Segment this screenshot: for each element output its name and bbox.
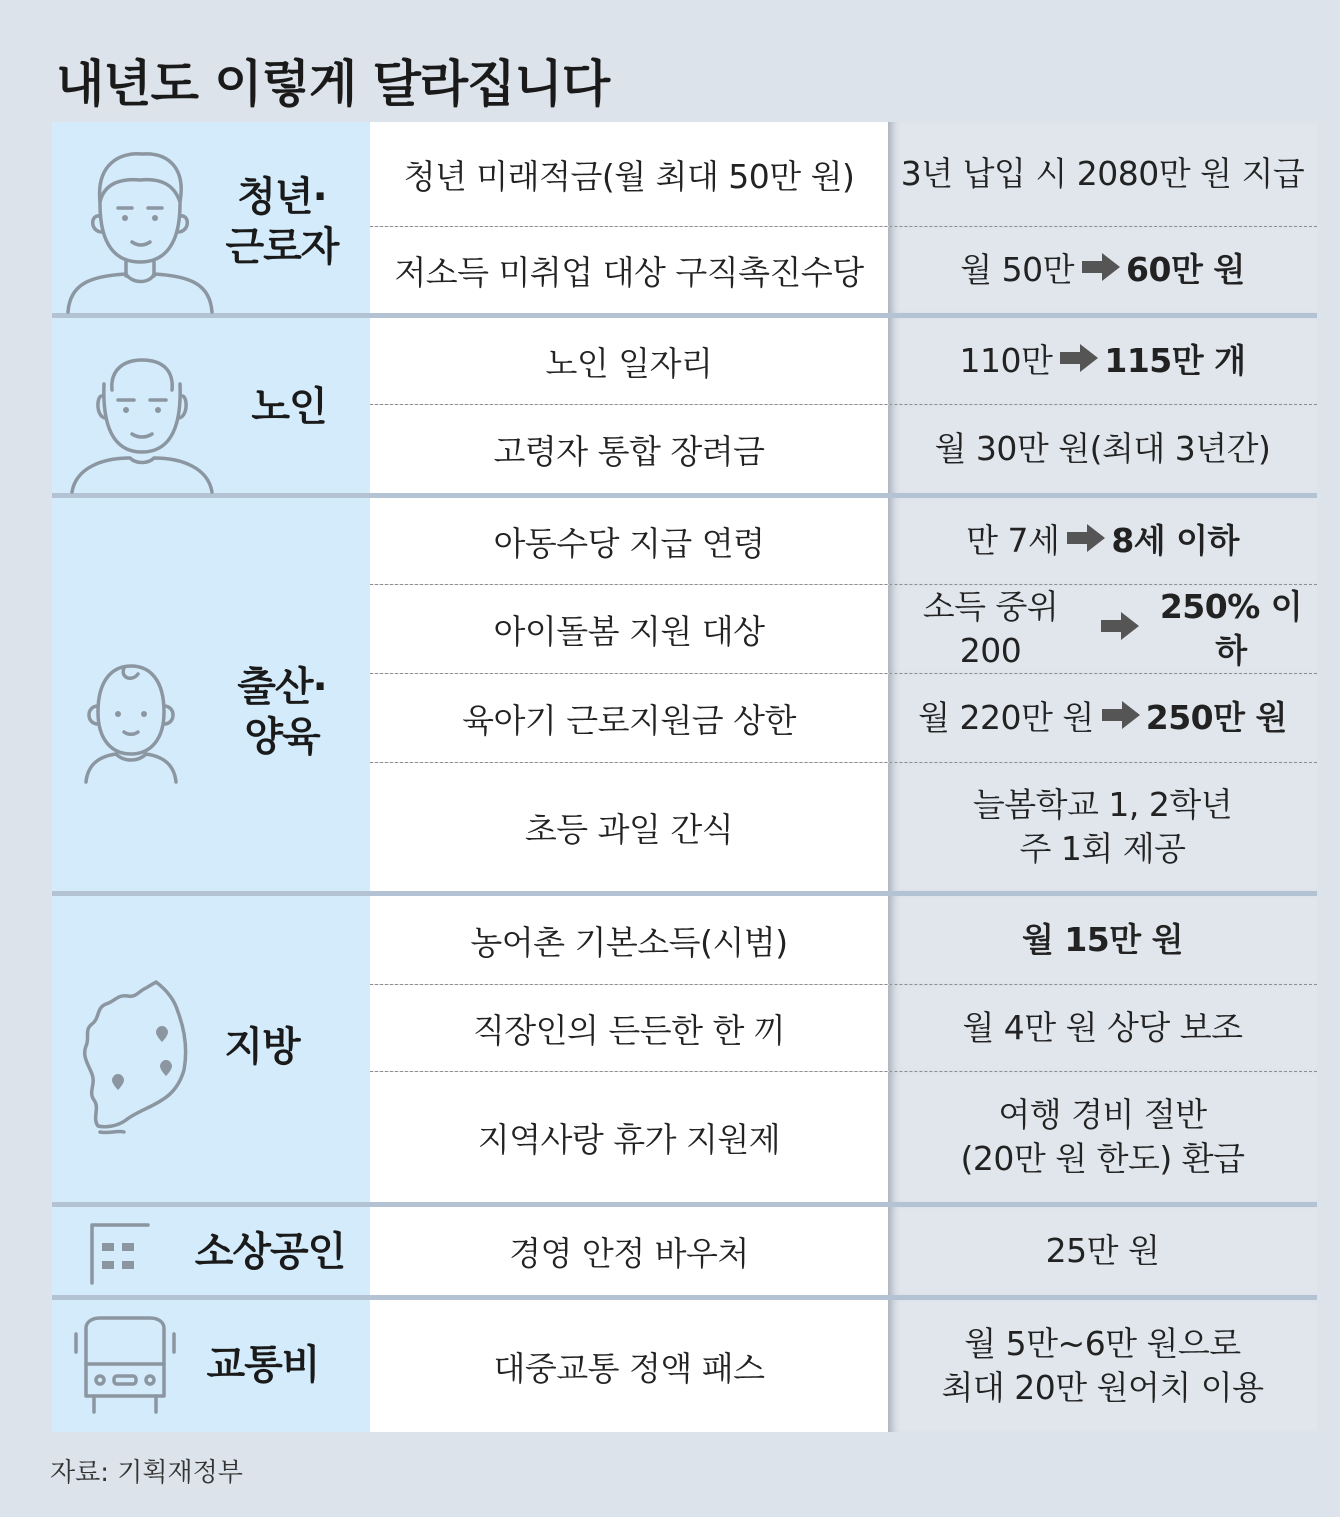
program-name: 청년 미래적금(월 최대 50만 원) [370,122,888,226]
baby-icon [76,658,186,788]
category-label: 지방 [224,1024,300,1070]
korea-map-icon [78,976,198,1136]
table-row [370,1072,1317,1202]
program-value: 월 50만 60만 원 [888,227,1317,313]
group-elderly [52,318,1317,498]
program-name: 노인 일자리 [370,318,888,404]
program-name: 대중교통 정액 패스 [370,1300,888,1432]
table-row [370,1300,1317,1432]
table-row [370,1207,1317,1295]
program-name: 초등 과일 간식 [370,763,888,891]
program-value: 3년 납입 시 2080만 원 지급 [888,122,1317,226]
table-row [370,318,1317,405]
category-cell [52,1207,370,1295]
program-name: 아이돌봄 지원 대상 [370,585,888,673]
category-label: 소상공인 [194,1229,346,1275]
building-icon [88,1221,152,1285]
table-row [370,122,1317,227]
category-label: 출산· 양육 [237,664,327,760]
program-name: 고령자 통합 장려금 [370,405,888,493]
arrow-right-icon [1082,248,1120,292]
table-row [370,585,1317,674]
program-name: 지역사랑 휴가 지원제 [370,1072,888,1202]
arrow-right-icon [1102,696,1140,740]
table-row [370,674,1317,763]
table-row [370,763,1317,891]
program-name: 농어촌 기본소득(시범) [370,896,888,984]
arrow-right-icon [1060,339,1098,383]
program-value: 25만 원 [888,1207,1317,1295]
table-row [370,405,1317,493]
arrow-right-icon [1101,607,1139,651]
category-label: 교통비 [206,1342,320,1388]
source-note: 자료: 기획재정부 [50,1458,243,1488]
table-row [370,498,1317,585]
category-label: 노인 [251,384,327,430]
group-childbirth-parenting [52,498,1317,896]
page-title: 내년도 이렇게 달라집니다 [56,55,610,113]
group-regional [52,896,1317,1207]
table-row [370,227,1317,313]
policy-table [52,122,1317,1432]
program-name: 육아기 근로지원금 상한 [370,674,888,762]
program-value: 월 30만 원(최대 3년간) [888,405,1317,493]
program-name: 경영 안정 바우처 [370,1207,888,1295]
program-value: 월 4만 원 상당 보조 [888,985,1317,1071]
program-value: 소득 중위 200 250% 이하 [888,585,1317,673]
table-row [370,985,1317,1072]
elderly-person-icon [62,354,222,494]
table-row [370,896,1317,985]
group-transportation [52,1300,1317,1432]
program-value: 월 5만~6만 원으로 최대 20만 원어치 이용 [888,1300,1317,1432]
category-cell [52,318,370,493]
program-value: 여행 경비 절반 (20만 원 한도) 환급 [888,1072,1317,1202]
group-small-business [52,1207,1317,1300]
bus-icon [70,1314,180,1418]
category-cell [52,122,370,313]
program-name: 아동수당 지급 연령 [370,498,888,584]
group-youth-workers [52,122,1317,318]
program-value: 월 220만 원 250만 원 [888,674,1317,762]
young-person-icon [60,144,220,314]
program-value: 110만 115만 개 [888,318,1317,404]
program-value: 월 15만 원 [888,896,1317,984]
program-name: 직장인의 든든한 한 끼 [370,985,888,1071]
program-value: 만 7세 8세 이하 [888,498,1317,584]
category-label: 청년· 근로자 [225,174,339,270]
program-value: 늘봄학교 1, 2학년 주 1회 제공 [888,763,1317,891]
category-cell [52,1300,370,1432]
category-cell [52,498,370,891]
program-name: 저소득 미취업 대상 구직촉진수당 [370,227,888,313]
arrow-right-icon [1067,519,1105,563]
category-cell [52,896,370,1202]
